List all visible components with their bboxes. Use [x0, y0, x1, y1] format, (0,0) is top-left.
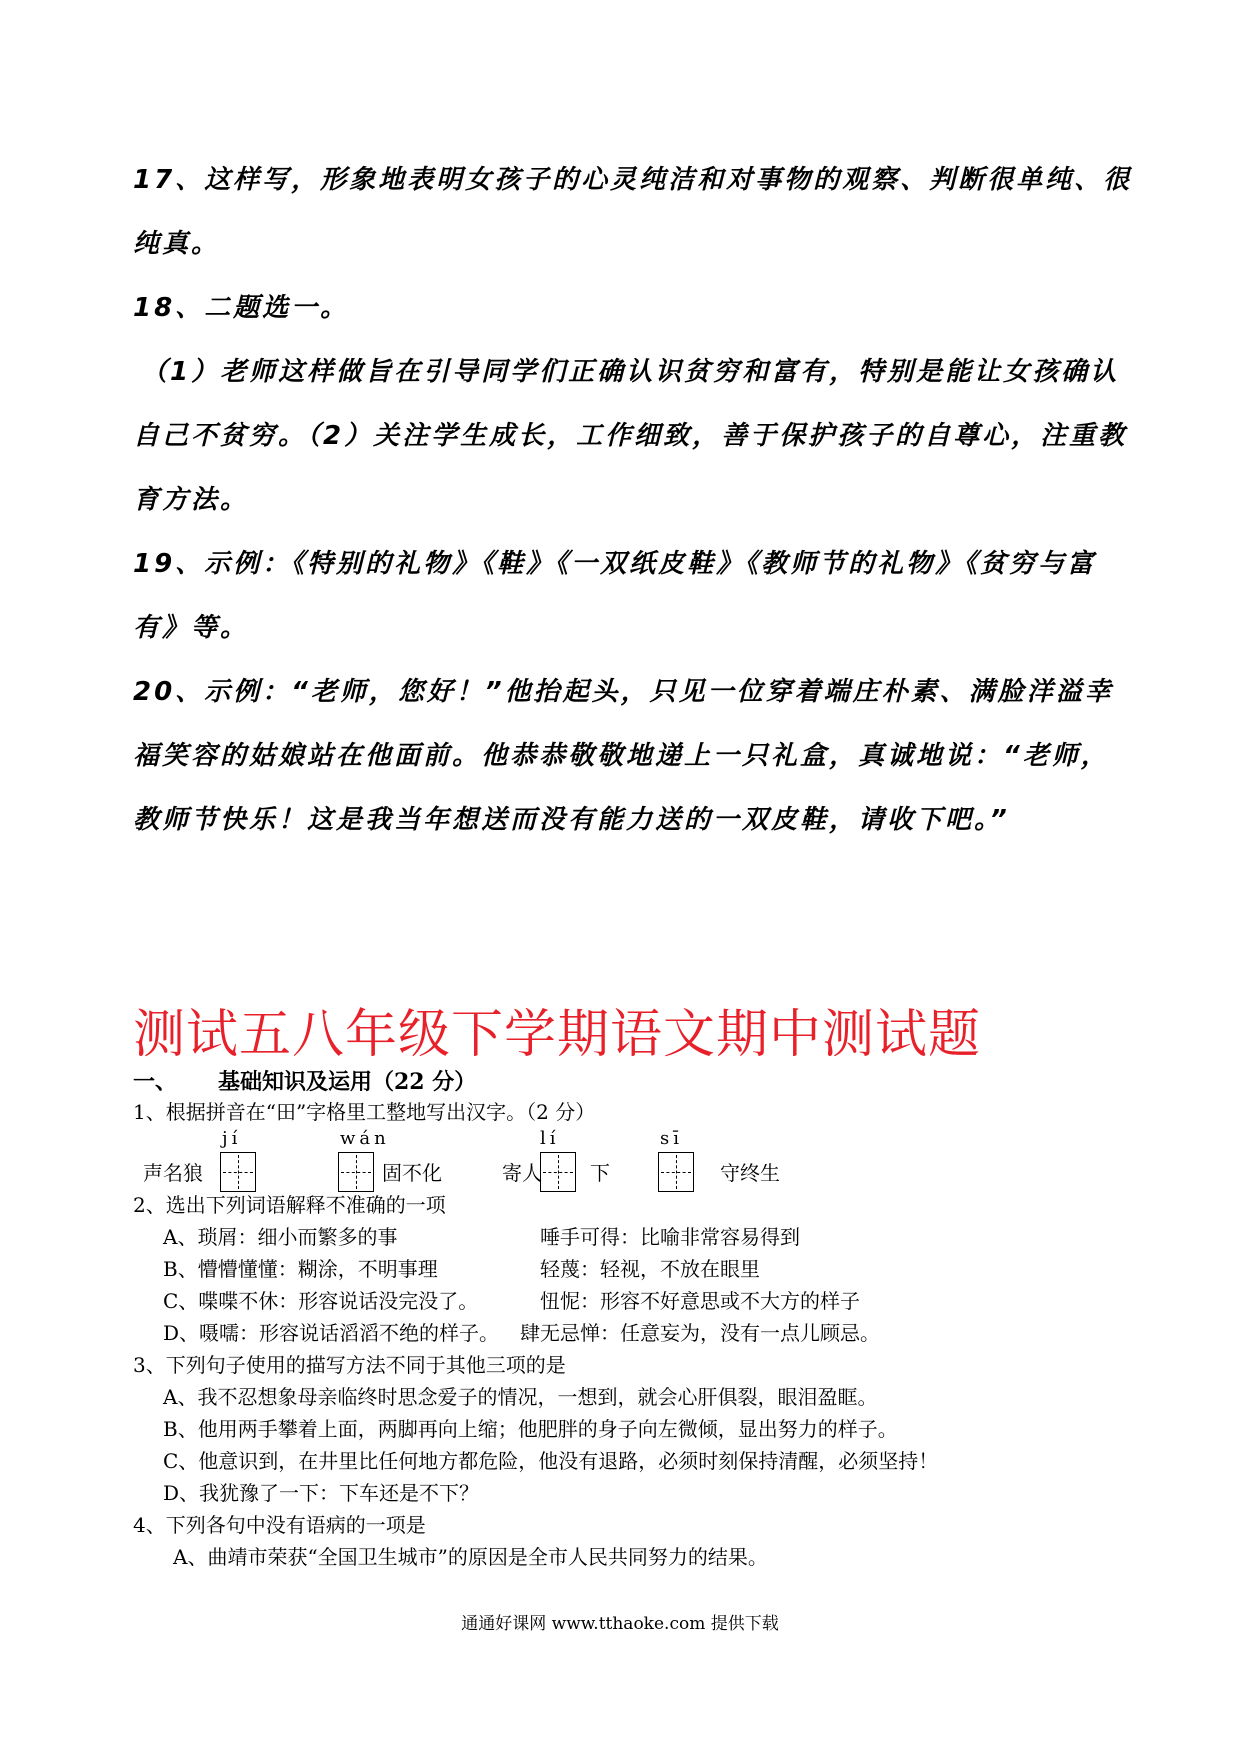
q1-stem: 1、根据拼音在“田”字格里工整地写出汉字。（2 分）	[133, 1100, 596, 1124]
q3-option-d: D、我犹豫了一下：下车还是不下？	[163, 1481, 480, 1505]
pinyin-si: sī	[660, 1128, 683, 1149]
q3-option-c: C、他意识到，在井里比任何地方都危险，他没有退路，必须时刻保持清醒，必须坚持！	[163, 1449, 939, 1473]
section-number: 一、	[133, 1069, 178, 1095]
q2-option-c-right: 忸怩：形容不好意思或不大方的样子	[540, 1289, 860, 1313]
answer-17: 17、这样写，形象地表明女孩子的心灵纯洁和对事物的观察、判断很单纯、很纯真。	[133, 165, 1133, 259]
q1-word-4: 下	[590, 1161, 610, 1185]
q1-word-5: 守终生	[720, 1161, 780, 1185]
q2-option-b-right: 轻蔑：轻视，不放在眼里	[540, 1257, 760, 1281]
q1-word-3: 寄人	[502, 1161, 542, 1185]
answer-20: 20、示例：“老师，您好！”他抬起头，只见一位穿着端庄朴素、满脸洋溢幸福笑容的姑娘站在他面前。他恭恭敬敬地递上一只礼盒，真诚地说：“老师，教师节快乐！这是我当年想送而没有能力送的一双皮鞋，请收下吧。”	[133, 677, 1114, 835]
tian-grid-box[interactable]	[658, 1152, 694, 1192]
q3-stem: 3、下列句子使用的描写方法不同于其他三项的是	[133, 1353, 566, 1377]
q3-option-a: A、我不忍想象母亲临终时思念爱子的情况，一想到，就会心肝俱裂，眼泪盈眶。	[163, 1385, 878, 1409]
q1-word-2: 固不化	[382, 1161, 442, 1185]
tian-grid-box[interactable]	[540, 1152, 576, 1192]
test-title: 测试五八年级下学期语文期中测试题	[133, 1005, 982, 1065]
section-heading	[133, 1067, 476, 1097]
q4-stem: 4、下列各句中没有语病的一项是	[133, 1513, 426, 1537]
q2-option-d-left: D、嗫嚅：形容说话滔滔不绝的样子。	[163, 1321, 500, 1345]
answer-19: 19、示例：《特别的礼物》《鞋》《一双纸皮鞋》《教师节的礼物》《贫穷与富有》等。	[133, 549, 1097, 643]
tian-grid-box[interactable]	[220, 1152, 256, 1192]
q2-option-b-left: B、懵懵懂懂：糊涂，不明事理	[163, 1257, 438, 1281]
pinyin-wan: wán	[340, 1128, 390, 1149]
answer-18-body: （1）老师这样做旨在引导同学们正确认识贫穷和富有，特别是能让女孩确认自己不贫穷。（2）关注学生成长，工作细致，善于保护孩子的自尊心，注重教育方法。	[133, 357, 1128, 515]
q2-option-c-left: C、喋喋不休：形容说话没完没了。	[163, 1289, 479, 1313]
section-title: 基础知识及运用（22 分）	[218, 1069, 477, 1095]
q2-option-d-right: 肆无忌惮：任意妄为，没有一点儿顾忌。	[520, 1321, 880, 1345]
answer-18-head: 18、二题选一。	[133, 293, 350, 323]
q1-word-1: 声名狼	[143, 1161, 203, 1185]
tian-grid-box[interactable]	[338, 1152, 374, 1192]
q2-stem: 2、选出下列词语解释不准确的一项	[133, 1193, 446, 1217]
q4-option-a: A、曲靖市荣获“全国卫生城市”的原因是全市人民共同努力的结果。	[173, 1545, 768, 1569]
q3-option-b: B、他用两手攀着上面，两脚再向上缩；他肥胖的身子向左微倾，显出努力的样子。	[163, 1417, 898, 1441]
pinyin-ji: jí	[222, 1128, 242, 1149]
q2-option-a-left: A、琐屑：细小而繁多的事	[163, 1225, 398, 1249]
pinyin-li: lí	[540, 1128, 560, 1149]
q2-option-a-right: 唾手可得：比喻非常容易得到	[540, 1225, 800, 1249]
footer-source: 通通好课网 www.tthaoke.com 提供下载	[461, 1614, 779, 1634]
